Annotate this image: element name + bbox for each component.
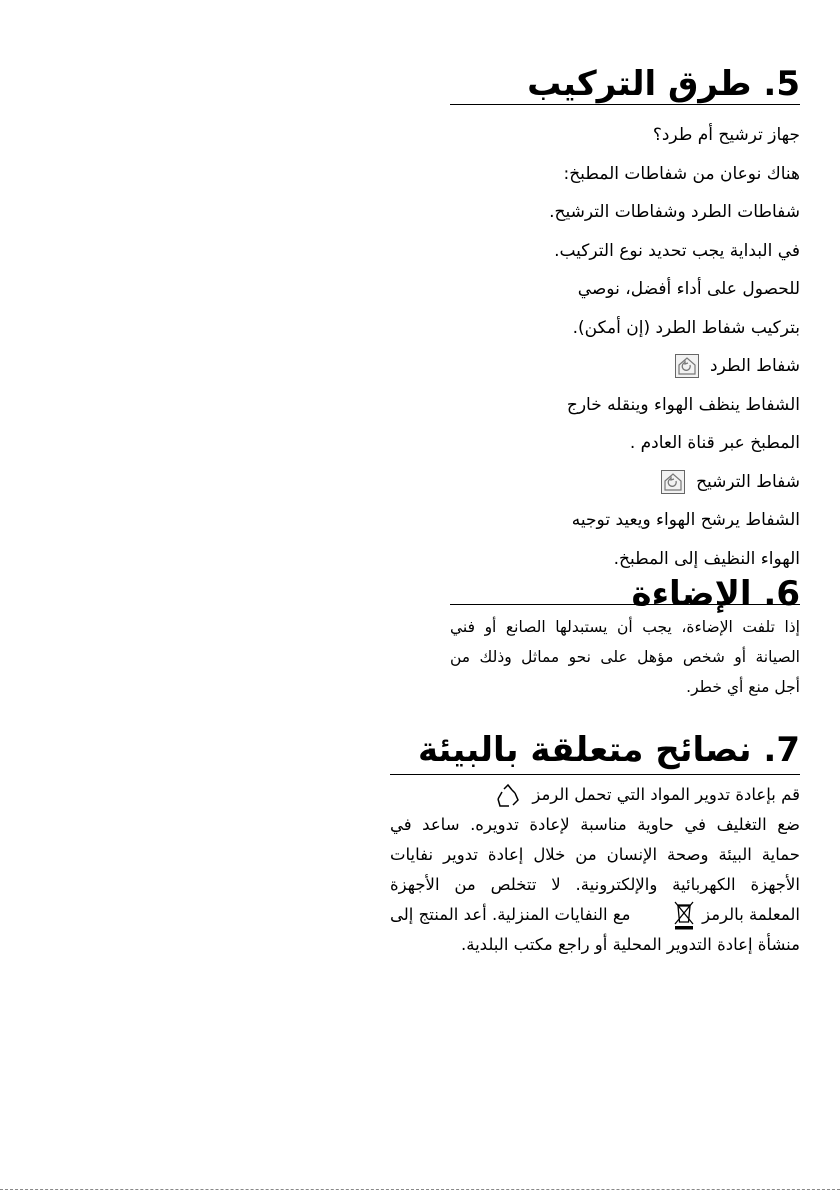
section-7-line: ضع التغليف في حاوية مناسبة لإعادة تدويره. ساعد في	[390, 815, 800, 834]
recirculation-hood-icon	[661, 470, 685, 494]
section-5-rule	[450, 104, 800, 105]
section-6-line: الصيانة أو شخص مؤهل على نحو مماثل وذلك من	[450, 648, 800, 666]
section-5-line: هناك نوعان من شفاطات المطبخ:	[563, 163, 800, 184]
section-5-line: شفاطات الطرد وشفاطات الترشيح.	[549, 202, 800, 222]
section-6-title: 6. الإضاءة	[631, 574, 800, 614]
crossed-out-bin-icon	[672, 900, 696, 930]
section-5-body	[450, 116, 800, 578]
recirculation-hood-heading	[450, 463, 800, 502]
weee-symbol-group	[672, 900, 800, 930]
weee-line	[390, 900, 800, 930]
section-7-body	[390, 780, 800, 960]
section-5-line: جهاز ترشيح أم طرد؟	[652, 125, 800, 145]
section-6-line: أجل منع أي خطر.	[686, 678, 800, 696]
extraction-hood-icon	[675, 354, 699, 378]
section-5-line: الشفاط ينظف الهواء وينقله خارج	[566, 394, 800, 415]
recycle-line	[390, 780, 800, 810]
recycle-text: قم بإعادة تدوير المواد التي تحمل الرمز	[532, 785, 800, 804]
section-5-line: بتركيب شفاط الطرد (إن أمكن).	[572, 317, 800, 338]
section-6-line: إذا تلفت الإضاءة، يجب أن يستبدلها الصانع أو فني	[450, 618, 800, 636]
extraction-hood-label: شفاط الطرد	[710, 356, 800, 376]
recycle-icon	[495, 783, 521, 809]
section-7-line: منشأة إعادة التدوير المحلية أو راجع مكتب البلدية.	[461, 935, 800, 954]
weee-label: المعلمة بالرمز	[702, 905, 800, 924]
section-5-title: 5. طرق التركيب	[527, 64, 800, 104]
section-6-rule	[450, 604, 800, 605]
section-5-line: الشفاط يرشح الهواء ويعيد توجيه	[571, 510, 800, 530]
section-6-body	[450, 612, 800, 702]
section-7-line: الأجهزة الكهربائية والإلكترونية. لا تتخلص من الأجهزة	[390, 875, 800, 894]
weee-continuation: مع النفايات المنزلية. أعد المنتج إلى	[390, 905, 631, 924]
section-5-line: للحصول على أداء أفضل، نوصي	[577, 279, 800, 299]
page-bottom-border	[0, 1189, 840, 1190]
extraction-hood-heading	[450, 347, 800, 386]
recirculation-hood-label: شفاط الترشيح	[696, 471, 800, 492]
section-5-line: في البداية يجب تحديد نوع التركيب.	[554, 240, 800, 261]
section-5-line: الهواء النظيف إلى المطبخ.	[613, 548, 800, 569]
section-5-line: المطبخ عبر قناة العادم .	[629, 433, 800, 453]
section-7-title: 7. نصائح متعلقة بالبيئة	[417, 730, 800, 770]
section-7-rule	[390, 774, 800, 775]
section-7-line: حماية البيئة وصحة الإنسان من خلال إعادة تدوير نفايات	[390, 845, 800, 864]
